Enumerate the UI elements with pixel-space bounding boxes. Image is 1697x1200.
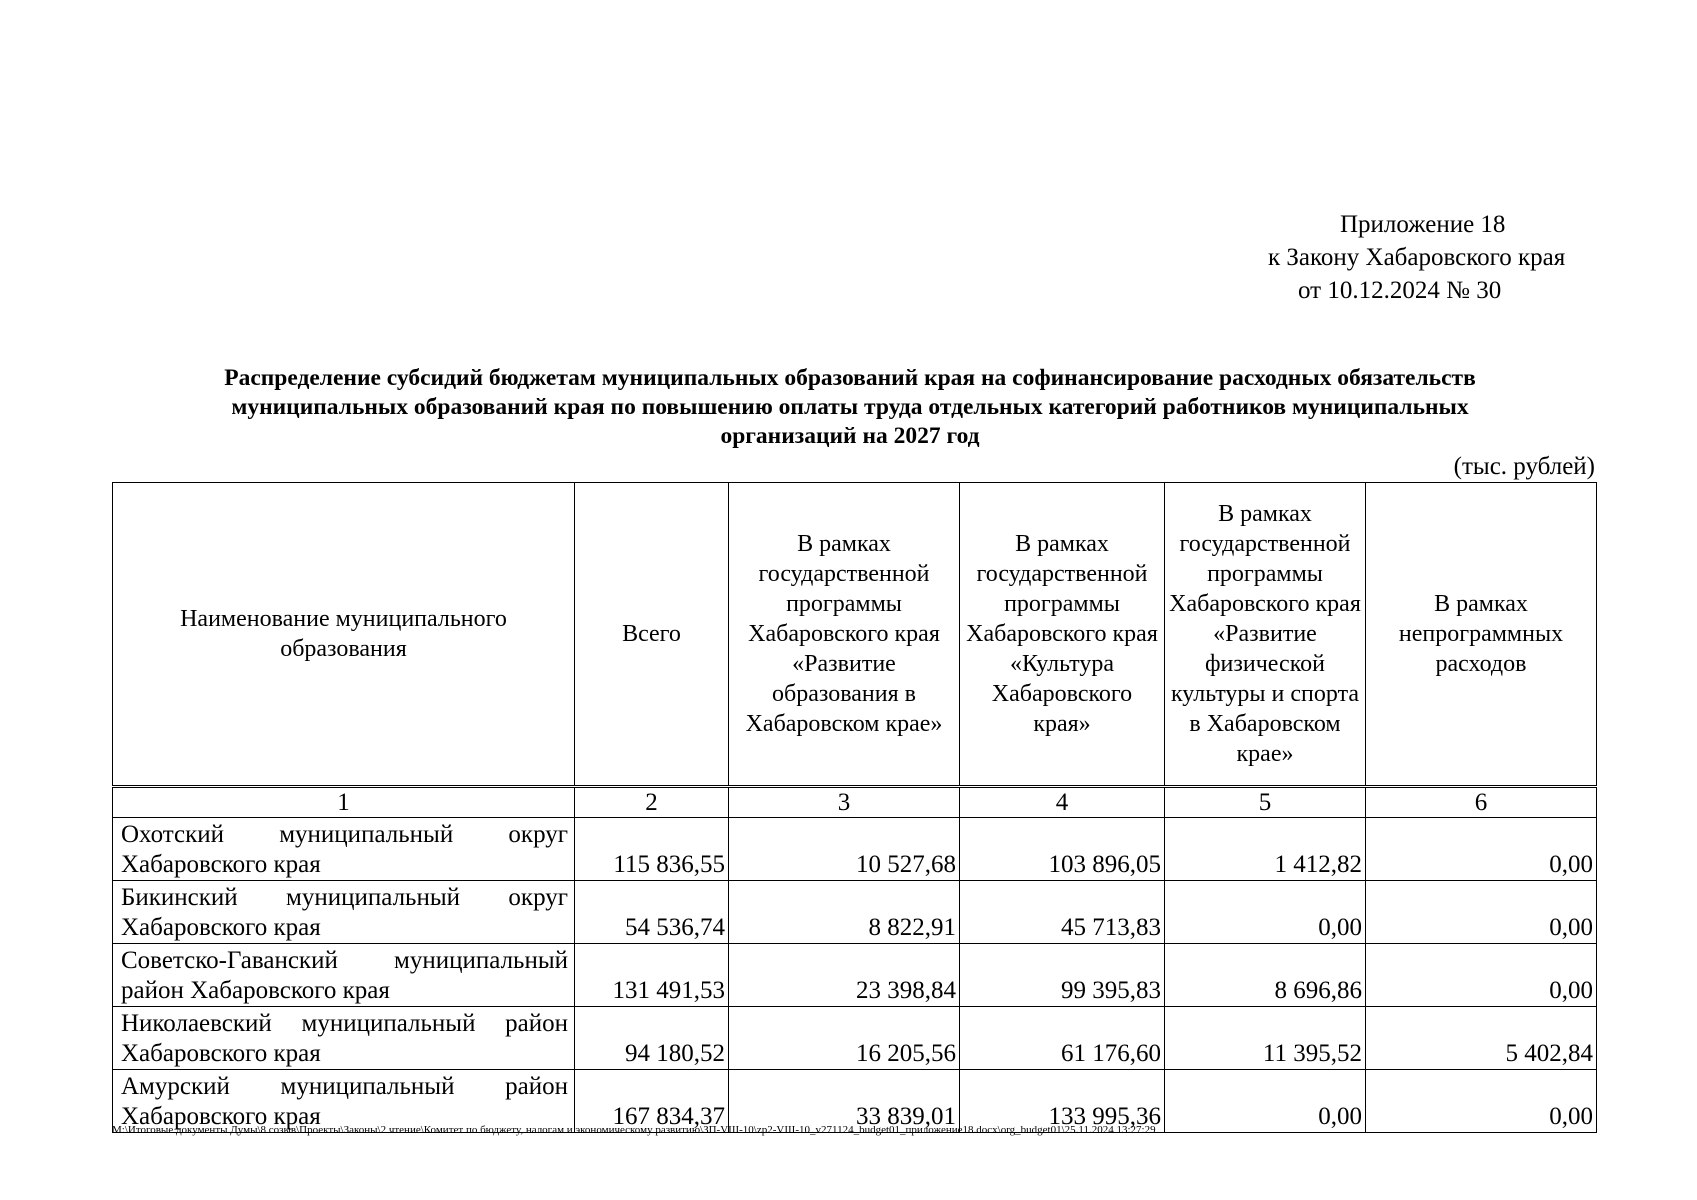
non-program-value: 0,00 <box>1366 818 1597 881</box>
column-number: 2 <box>575 788 729 818</box>
table-row <box>113 881 1597 944</box>
municipality-name: Николаевский муниципальный район Хабаровского края <box>113 1007 575 1070</box>
title-line-3: организаций на 2027 год <box>720 423 980 449</box>
appendix-law-reference: к Закону Хабаровского края <box>1268 244 1566 271</box>
culture-value: 99 395,83 <box>960 944 1165 1007</box>
municipality-name: Бикинский муниципальный округ Хабаровского края <box>113 881 575 944</box>
document-title <box>130 364 1570 451</box>
education-value: 8 822,91 <box>729 881 960 944</box>
sport-value: 1 412,82 <box>1165 818 1366 881</box>
table-header <box>112 482 1597 786</box>
non-program-value: 0,00 <box>1366 881 1597 944</box>
culture-value: 103 896,05 <box>960 818 1165 881</box>
municipality-name: Амурский муниципальный район Хабаровского края <box>113 1070 575 1133</box>
table-row <box>113 1007 1597 1070</box>
total-value: 167 834,37 <box>575 1070 729 1133</box>
table-row <box>113 818 1597 881</box>
column-number: 6 <box>1366 788 1597 818</box>
title-line-2: муниципальных образований края по повышению оплаты труда отдельных категорий работников муниципальных <box>231 394 1469 420</box>
culture-value: 45 713,83 <box>960 881 1165 944</box>
education-value: 33 839,01 <box>729 1070 960 1133</box>
total-value: 131 491,53 <box>575 944 729 1007</box>
non-program-value: 0,00 <box>1366 944 1597 1007</box>
culture-value: 133 995,36 <box>960 1070 1165 1133</box>
column-number: 5 <box>1165 788 1366 818</box>
municipality-name: Советско-Гаванский муниципальный район Хабаровского края <box>113 944 575 1007</box>
appendix-law-date: от 10.12.2024 № 30 <box>1298 277 1502 304</box>
column-number: 4 <box>960 788 1165 818</box>
total-value: 94 180,52 <box>575 1007 729 1070</box>
column-number: 3 <box>729 788 960 818</box>
column-numbers-row <box>113 788 1597 818</box>
education-value: 23 398,84 <box>729 944 960 1007</box>
header-education-program: В рамках государственной программы Хабаровского края «Развитие образования в Хабаровском крае» <box>729 483 960 786</box>
education-value: 16 205,56 <box>729 1007 960 1070</box>
appendix-block <box>1100 208 1590 307</box>
municipality-name: Охотский муниципальный округ Хабаровского края <box>113 818 575 881</box>
education-value: 10 527,68 <box>729 818 960 881</box>
header-total: Всего <box>575 483 729 786</box>
header-municipality: Наименование муниципального образования <box>113 483 575 786</box>
total-value: 115 836,55 <box>575 818 729 881</box>
units-label: (тыс. рублей) <box>1453 453 1595 480</box>
header-sport-program: В рамках государственной программы Хабаровского края «Развитие физической культуры и спорта в Хабаровском крае» <box>1165 483 1366 786</box>
culture-value: 61 176,60 <box>960 1007 1165 1070</box>
sport-value: 8 696,86 <box>1165 944 1366 1007</box>
data-table <box>112 787 1597 1133</box>
sport-value: 11 395,52 <box>1165 1007 1366 1070</box>
header-culture-program: В рамках государственной программы Хабаровского края «Культура Хабаровского края» <box>960 483 1165 786</box>
file-path-footer: М:\Итоговые документы Думы\8 созыв\Проекты\Законы\2 чтение\Комитет по бюджету, налогам и экономическому развитию\ЗП-VIII-10\zp2-VIII-10_v271124_budget01_приложение18.docx\org_budget01\25.11.2024 13:27:29 <box>112 1124 1156 1136</box>
column-number: 1 <box>113 788 575 818</box>
title-line-1: Распределение субсидий бюджетам муниципальных образований края на софинансирование расходных обязательств <box>224 365 1476 391</box>
non-program-value: 0,00 <box>1366 1070 1597 1133</box>
total-value: 54 536,74 <box>575 881 729 944</box>
header-non-program: В рамках непрограммных расходов <box>1366 483 1597 786</box>
appendix-number: Приложение 18 <box>1340 211 1506 238</box>
sport-value: 0,00 <box>1165 1070 1366 1133</box>
sport-value: 0,00 <box>1165 881 1366 944</box>
table-row <box>113 944 1597 1007</box>
non-program-value: 5 402,84 <box>1366 1007 1597 1070</box>
